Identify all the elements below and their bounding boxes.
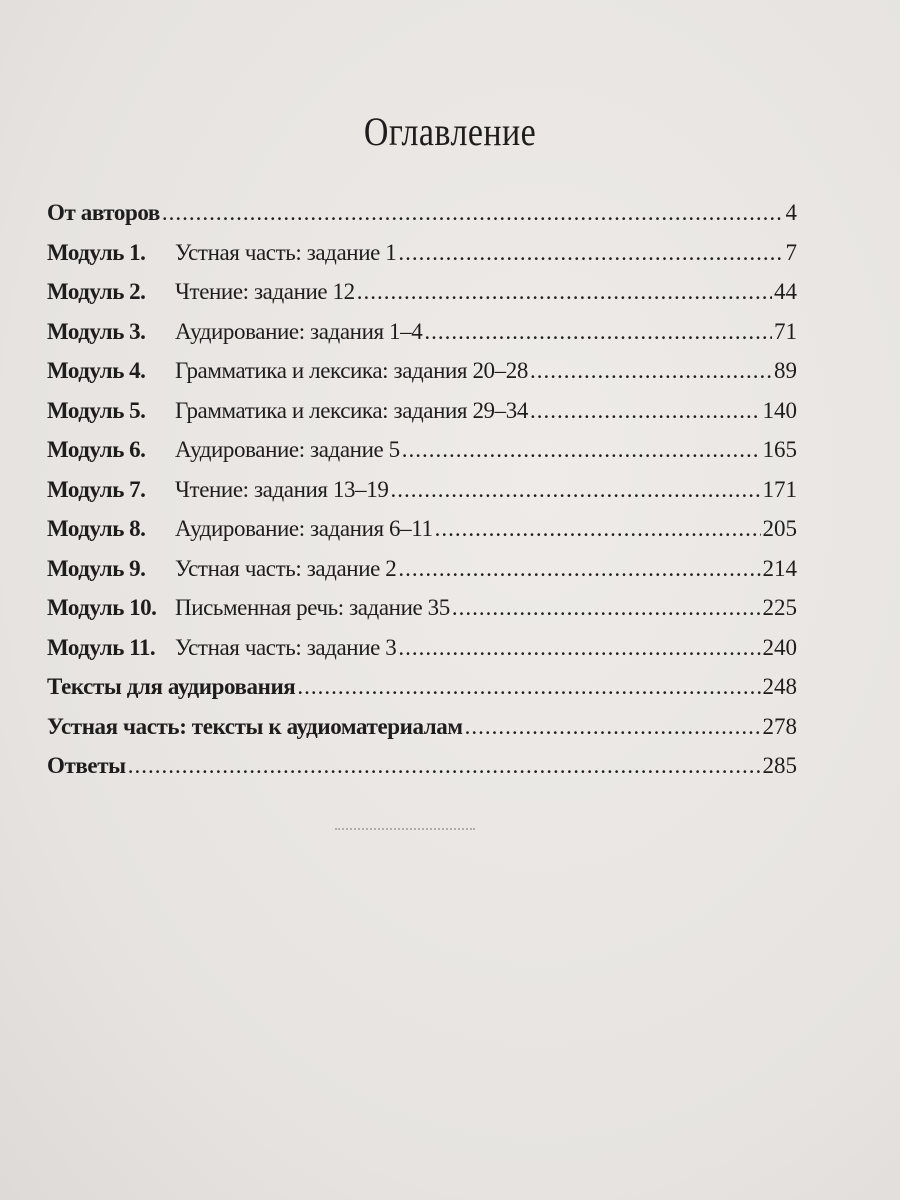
toc-entry[interactable] — [47, 674, 797, 714]
page-number: 285 — [762, 753, 797, 778]
page-number: 4 — [785, 200, 797, 225]
module-label: Модуль 5. — [47, 397, 146, 423]
page-number: 205 — [762, 516, 797, 541]
dot-leader — [435, 516, 761, 542]
entry-title: Устная часть: задание 2 — [175, 555, 397, 581]
module-label: Модуль 9. — [47, 555, 146, 581]
module-label: Модуль 11. — [47, 634, 156, 660]
dot-leader — [297, 674, 760, 700]
dot-leader — [128, 753, 761, 779]
entry-title: Устная часть: задание 1 — [175, 239, 397, 265]
entry-title: Устная часть: задание 3 — [175, 634, 397, 660]
entry-title: Ответы — [47, 753, 126, 778]
page-number: 7 — [785, 239, 797, 265]
dot-leader — [530, 398, 761, 424]
toc-entry[interactable] — [47, 635, 797, 675]
page-number: 171 — [762, 476, 797, 502]
toc-entry[interactable] — [47, 714, 797, 754]
dot-leader — [398, 635, 760, 661]
entry-title: Грамматика и лексика: задания 29–34 — [175, 397, 528, 423]
page-number: 165 — [762, 437, 797, 462]
toc-entry[interactable] — [47, 437, 797, 477]
page-number: 71 — [774, 318, 797, 344]
entry-title: Грамматика и лексика: задания 20–28 — [175, 358, 528, 383]
page-number: 240 — [762, 634, 797, 660]
module-label: Модуль 7. — [47, 476, 146, 502]
entry-title: Письменная речь: задание 35 — [175, 595, 450, 620]
toc-entry[interactable] — [47, 358, 797, 398]
page-number: 278 — [762, 713, 797, 739]
toc-entry[interactable] — [47, 477, 797, 517]
entry-title: Аудирование: задания 1–4 — [175, 318, 423, 344]
dot-leader — [162, 200, 784, 226]
dot-leader — [402, 437, 761, 463]
dot-leader — [452, 595, 761, 621]
page-number: 248 — [762, 674, 797, 699]
module-label: Модуль 8. — [47, 516, 146, 541]
toc-entry[interactable] — [47, 516, 797, 556]
module-label: Модуль 4. — [47, 358, 146, 383]
dot-leader — [390, 477, 760, 503]
dot-leader — [398, 556, 760, 582]
entry-title: Аудирование: задание 5 — [175, 437, 400, 462]
module-label: Модуль 10. — [47, 595, 157, 620]
page-number: 44 — [774, 279, 797, 304]
entry-title: Устная часть: тексты к аудиоматериалам — [47, 713, 463, 739]
toc-entry[interactable] — [47, 556, 797, 596]
toc-entry[interactable] — [47, 319, 797, 359]
dot-leader — [530, 358, 772, 384]
toc-entry[interactable] — [47, 200, 797, 240]
toc-entry[interactable] — [47, 753, 797, 793]
toc-entry[interactable] — [47, 398, 797, 438]
toc-entry[interactable] — [47, 240, 797, 280]
page-number: 89 — [774, 358, 797, 383]
module-label: Модуль 1. — [47, 239, 146, 265]
dot-leader — [357, 279, 772, 305]
page-number: 140 — [762, 397, 797, 423]
dot-leader — [424, 319, 772, 345]
entry-title: Аудирование: задания 6–11 — [175, 516, 433, 541]
toc-entry[interactable] — [47, 279, 797, 319]
page-number: 214 — [762, 555, 797, 581]
page-title: Оглавление — [363, 109, 537, 154]
dot-leader — [465, 714, 761, 740]
separator — [335, 828, 475, 830]
entry-title: Чтение: задания 13–19 — [175, 476, 389, 502]
entry-title: От авторов — [47, 200, 160, 225]
dot-leader — [398, 240, 783, 266]
toc-entry[interactable] — [47, 595, 797, 635]
entry-title: Тексты для аудирования — [47, 674, 296, 699]
module-label: Модуль 6. — [47, 437, 146, 462]
module-label: Модуль 3. — [47, 318, 146, 344]
module-label: Модуль 2. — [47, 279, 146, 304]
page-number: 225 — [762, 595, 797, 620]
entry-title: Чтение: задание 12 — [175, 279, 355, 304]
table-of-contents — [47, 200, 797, 793]
